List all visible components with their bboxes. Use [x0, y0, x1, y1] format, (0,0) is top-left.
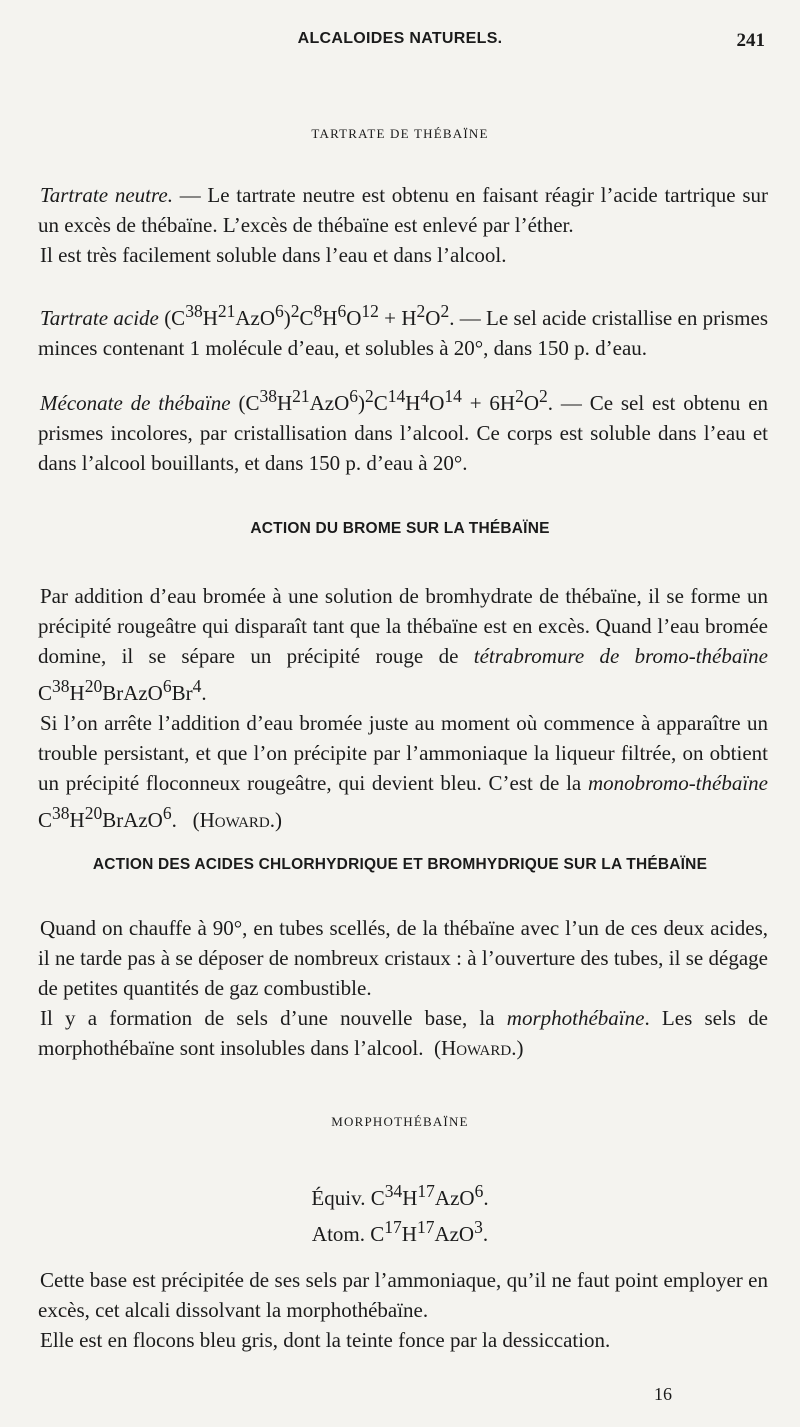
running-title: ALCALOIDES NATURELS. [297, 30, 503, 47]
text-brome-1: Par addition d’eau bromée à une solution de bromhydrate de thébaïne, il se forme un précipité rougeâtre qui disparaît tant que la thébaïne est en excès. Quand l’eau bromée domine, il se sépare un précipité rouge de [38, 584, 768, 668]
paragraph-meconate [38, 381, 768, 478]
formula-monobromo: $C^{38}H^{20}BrAzO^6$. [38, 803, 177, 832]
term-morphothebaine: morphothébaïne [506, 1006, 645, 1030]
section-title-morphothebaine: MORPHOTHÉBAÏNE [331, 1114, 469, 1129]
formula-meconate: $(C^{38}H^{21}AzO^6)^2C^{14}H^4O^{14} + 6H^2O^2$. [238, 386, 554, 415]
paragraph-tartrate-neutre [38, 180, 768, 270]
page-number: 241 [736, 30, 765, 51]
term-meconate: Méconate de thébaïne [40, 391, 231, 415]
text-meconate: — Ce sel est obtenu en prismes incolores, par cristallisation dans l’alcool. Ce corps est soluble dans l’eau et dans l’alcool bouillants, et dans 150 p. d’eau à 20°. [38, 391, 769, 475]
term-monobromo: monobromo-thébaïne [587, 771, 768, 795]
paragraph-acides: Quand on chauffe à 90°, en tubes scellés, de la thébaïne avec l’un de ces deux acides, il ne tarde pas à se déposer de nombreux cristaux : à l’ouverture des tubes, il se dégage de petites quantités de gaz combustible. Il y a formation de sels d’une nouvelle base, la morphothébaïne. Les sels de morphothébaïne sont insolubles dans l’alcool. (Howard.) [38, 913, 768, 1063]
formula-atom: Atom. $C^{17}H^{17}AzO^3$. [311, 1217, 489, 1246]
paragraph-solubility: Il est très facilement soluble dans l’eau et dans l’alcool. [40, 243, 507, 267]
text-tartrate-acide: — Le sel acide cristallise en prismes minces contenant 1 molécule d’eau, et solubles à 20°, dans 150 p. d’eau. [38, 306, 768, 360]
text-morpho-2: Elle est en flocons bleu gris, dont la teinte fonce par la dessiccation. [40, 1328, 611, 1352]
term-tetrabromure: tétrabromure de bromo-thébaïne [473, 644, 769, 668]
paragraph-brome: Par addition d’eau bromée à une solution de bromhydrate de thébaïne, il se forme un précipité rougeâtre qui disparaît tant que la thébaïne est en excès. Quand l’eau bromée domine, il se sépare un précipité rouge de tétrabromure de bromo-thébaïne $C^{38}H^{20}BrAzO^6Br^4$. Si l’on arrête l’addition d’eau bromée juste au moment où commence à apparaître un trouble persistant, et que l’on précipite par l’ammoniaque la liqueur filtrée, on obtient un précipité floconneux rougeâtre, qui devient bleu. C’est de la monobromo-thébaïne $C^{38}H^{20}BrAzO^6$. (Howard.) [38, 584, 769, 832]
text-acides-1: Quand on chauffe à 90°, en tubes scellés, de la thébaïne avec l’un de ces deux acides, il ne tarde pas à se déposer de nombreux cristaux : à l’ouverture des tubes, il se dégage de petites quantités de gaz combustible. [38, 916, 768, 1000]
section-title-tartrate: TARTRATE DE THÉBAÏNE [311, 126, 489, 141]
text-acides-2: Il y a formation de sels d’une nouvelle base, la [40, 1006, 507, 1030]
signature-mark: 16 [654, 1384, 672, 1404]
section-title-acides: ACTION DES ACIDES CHLORHYDRIQUE ET BROMHYDRIQUE SUR LA THÉBAÏNE [92, 856, 708, 873]
section-title-brome: ACTION DU BROME SUR LA THÉBAÏNE [250, 520, 550, 537]
formula-block [0, 1177, 800, 1249]
text-acides-3: . Les sels de morphothébaïne sont insolubles dans l’alcool. [38, 1006, 768, 1060]
text-tartrate-neutre: — Le tartrate neutre est obtenu en faisant réagir l’acide tartrique sur un excès de thébaïne. L’excès de thébaïne est enlevé par l’éther. [38, 183, 768, 237]
term-tartrate-acide: Tartrate acide [40, 306, 159, 330]
formula-tartrate-acide: $(C^{38}H^{21}AzO^6)^2C^8H^6O^{12} + H^2O^2$. [164, 301, 455, 330]
author-howard-1: Howard [199, 808, 270, 832]
text-morpho-1: Cette base est précipitée de ses sels par l’ammoniaque, qu’il ne faut point employer en excès, cet alcali dissolvant la morphothébaïne. [38, 1268, 768, 1322]
author-howard-2: Howard [441, 1036, 512, 1060]
paragraph-tartrate-acide [38, 296, 768, 363]
text-brome-2: Si l’on arrête l’addition d’eau bromée juste au moment où commence à apparaître un trouble persistant, et que l’on précipite par l’ammoniaque la liqueur filtrée, on obtient un précipité floconneux rougeâtre, qui devient bleu. C’est de la [38, 711, 768, 795]
formula-tetrabromure: $C^{38}H^{20}BrAzO^6Br^4$. [38, 676, 207, 705]
paragraph-morphothebaine [38, 1265, 768, 1355]
formula-equiv: Équiv. $C^{34}H^{17}AzO^6$. [311, 1181, 489, 1210]
term-tartrate-neutre: Tartrate neutre. [40, 183, 173, 207]
